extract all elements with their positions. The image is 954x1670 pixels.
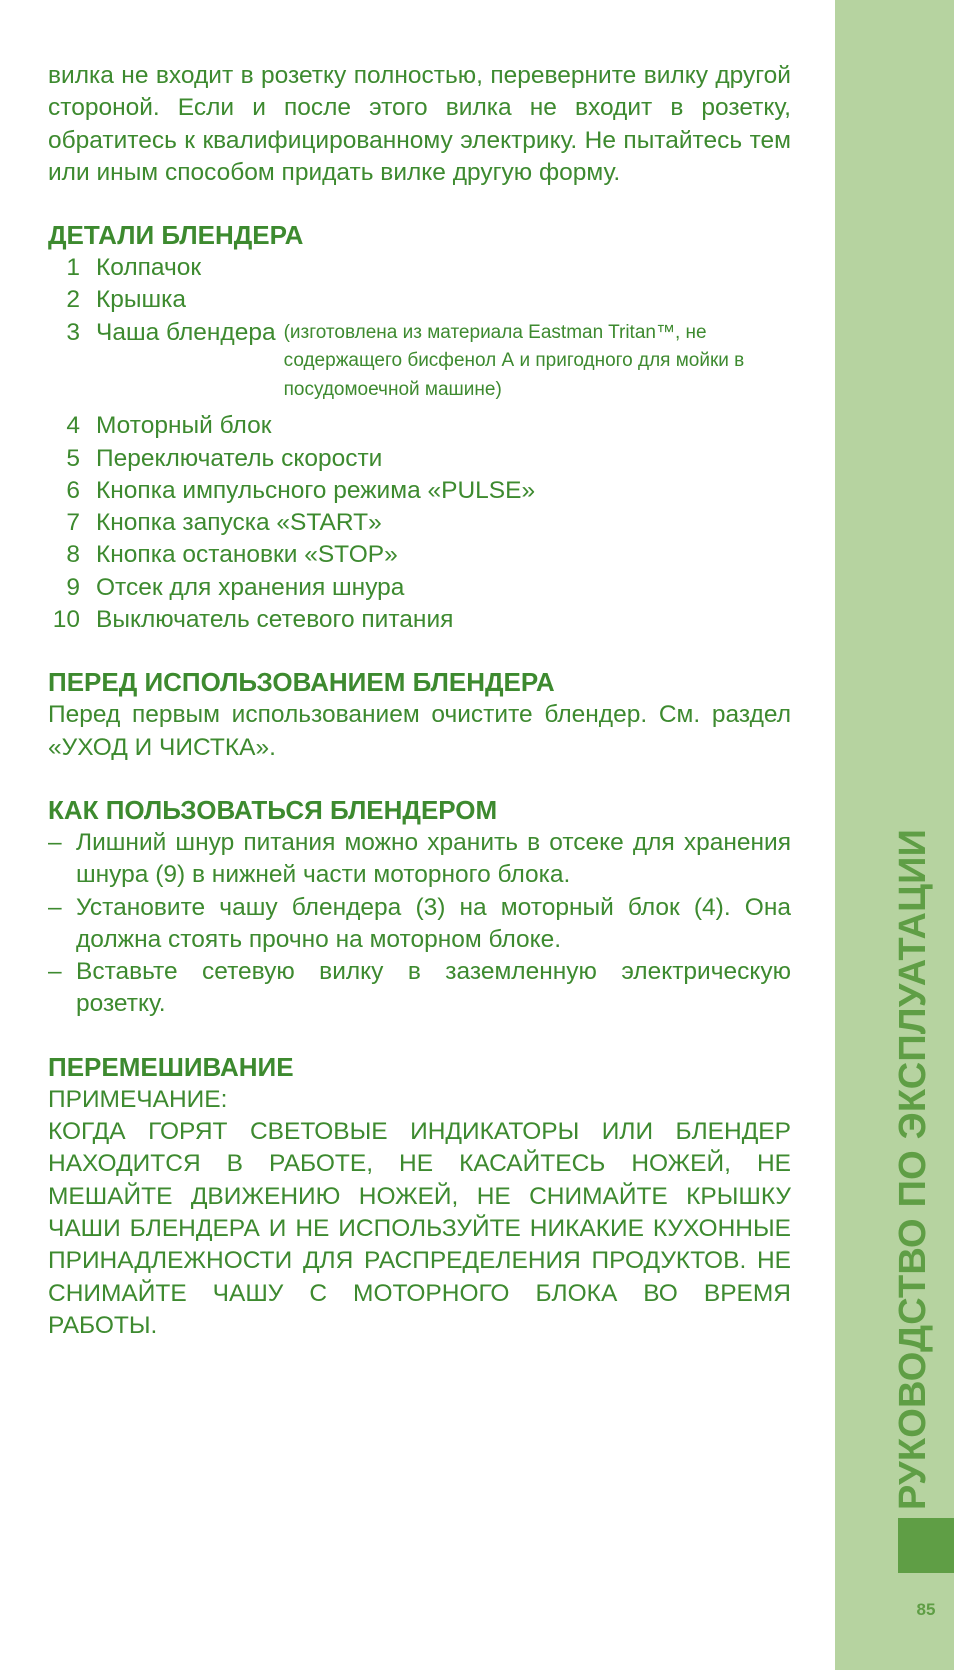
part-item: [48, 410, 791, 442]
part-number: 4: [66, 412, 80, 440]
part-label: Переключатель скорости: [96, 444, 383, 472]
before-use-paragraph: Перед первым использованием очистите блендер. См. раздел «УХОД И ЧИСТКА».: [48, 701, 791, 761]
part-item: [48, 572, 791, 604]
part-item: [48, 604, 791, 636]
sidebar: [835, 0, 954, 1670]
list-item-text: Лишний шнур питания можно хранить в отсеке для хранения шнура (9) в нижней части моторного блока.: [76, 828, 791, 889]
part-number: 2: [66, 286, 80, 314]
parts-list: [48, 252, 791, 636]
part-number: 3: [66, 318, 80, 346]
part-label: Кнопка запуска «START»: [96, 509, 382, 537]
part-item: [48, 317, 791, 411]
list-item: [48, 892, 791, 957]
part-number: 6: [66, 476, 80, 504]
part-label: Отсек для хранения шнура: [96, 573, 405, 601]
part-number: 7: [66, 509, 80, 537]
part-label: Крышка: [96, 286, 187, 314]
part-label: Моторный блок: [96, 412, 272, 440]
how-to-use-heading: КАК ПОЛЬЗОВАТЬСЯ БЛЕНДЕРОМ: [48, 794, 498, 825]
part-item: [48, 252, 791, 284]
list-item: [48, 827, 791, 892]
part-item: [48, 539, 791, 571]
sidebar-accent-block: [898, 1518, 954, 1573]
part-label: Выключатель сетевого питания: [96, 606, 454, 634]
note-label: ПРИМЕЧАНИЕ:: [48, 1085, 228, 1113]
list-item: [48, 956, 791, 1021]
part-item: [48, 443, 791, 475]
sidebar-title: РУКОВОДСТВО ПО ЭКСПЛУАТАЦИИ: [892, 828, 934, 1510]
part-number: 5: [66, 444, 80, 472]
page-content: [48, 60, 791, 1342]
parts-heading: ДЕТАЛИ БЛЕНДЕРА: [48, 220, 304, 251]
dash-marker: –: [48, 893, 62, 921]
part-label: Кнопка импульсного режима «PULSE»: [96, 476, 536, 504]
mixing-heading: ПЕРЕМЕШИВАНИЕ: [48, 1051, 294, 1082]
list-item-text: Установите чашу блендера (3) на моторный блок (4). Она должна стоять прочно на моторном блоке.: [76, 893, 791, 953]
intro-paragraph: вилка не входит в розетку полностью, переверните вилку другой стороной. Если и после этого вилка не входит в розетку, обратитесь к квалифицированному электрику. Не пытайтесь тем или иным способом придать вилке другую форму.: [48, 62, 791, 186]
part-label: Кнопка остановки «STOP»: [96, 541, 398, 569]
mixing-section: [48, 1051, 791, 1342]
before-use-heading: ПЕРЕД ИСПОЛЬЗОВАНИЕМ БЛЕНДЕРА: [48, 667, 555, 698]
dash-marker: –: [48, 958, 62, 986]
list-item-text: Вставьте сетевую вилку в заземленную электрическую розетку.: [76, 958, 791, 1018]
part-label: Чаша блендера: [96, 318, 276, 346]
part-number: 8: [66, 541, 80, 569]
part-item: [48, 507, 791, 539]
part-item: [48, 284, 791, 316]
part-number: 1: [66, 254, 80, 282]
page-number: 85: [916, 1600, 936, 1619]
how-to-use-section: [48, 794, 791, 1021]
warning-text: КОГДА ГОРЯТ СВЕТОВЫЕ ИНДИКАТОРЫ ИЛИ БЛЕНДЕР НАХОДИТСЯ В РАБОТЕ, НЕ КАСАЙТЕСЬ НОЖЕЙ, НЕ МЕШАЙТЕ ДВИЖЕНИЮ НОЖЕЙ, НЕ СНИМАЙТЕ КРЫШКУ ЧАШИ БЛЕНДЕРА И НЕ ИСПОЛЬЗУЙТЕ НИКАКИЕ КУХОННЫЕ ПРИНАДЛЕЖНОСТИ ДЛЯ РАСПРЕДЕЛЕНИЯ ПРОДУКТОВ. НЕ СНИМАЙТЕ ЧАШУ С МОТОРНОГО БЛОКА ВО ВРЕМЯ РАБОТЫ.: [48, 1118, 791, 1339]
how-to-use-list: [48, 827, 791, 1021]
part-number: 10: [52, 606, 80, 634]
part-label: Колпачок: [96, 254, 202, 282]
part-note: (изготовлена из материала Eastman Tritan™, не содержащего бисфенол А и пригодного для мойки в посудомоечной машине): [283, 321, 745, 400]
part-item: [48, 475, 791, 507]
part-number: 9: [66, 573, 80, 601]
dash-marker: –: [48, 828, 62, 856]
parts-section: [48, 219, 791, 636]
before-use-section: [48, 666, 791, 764]
